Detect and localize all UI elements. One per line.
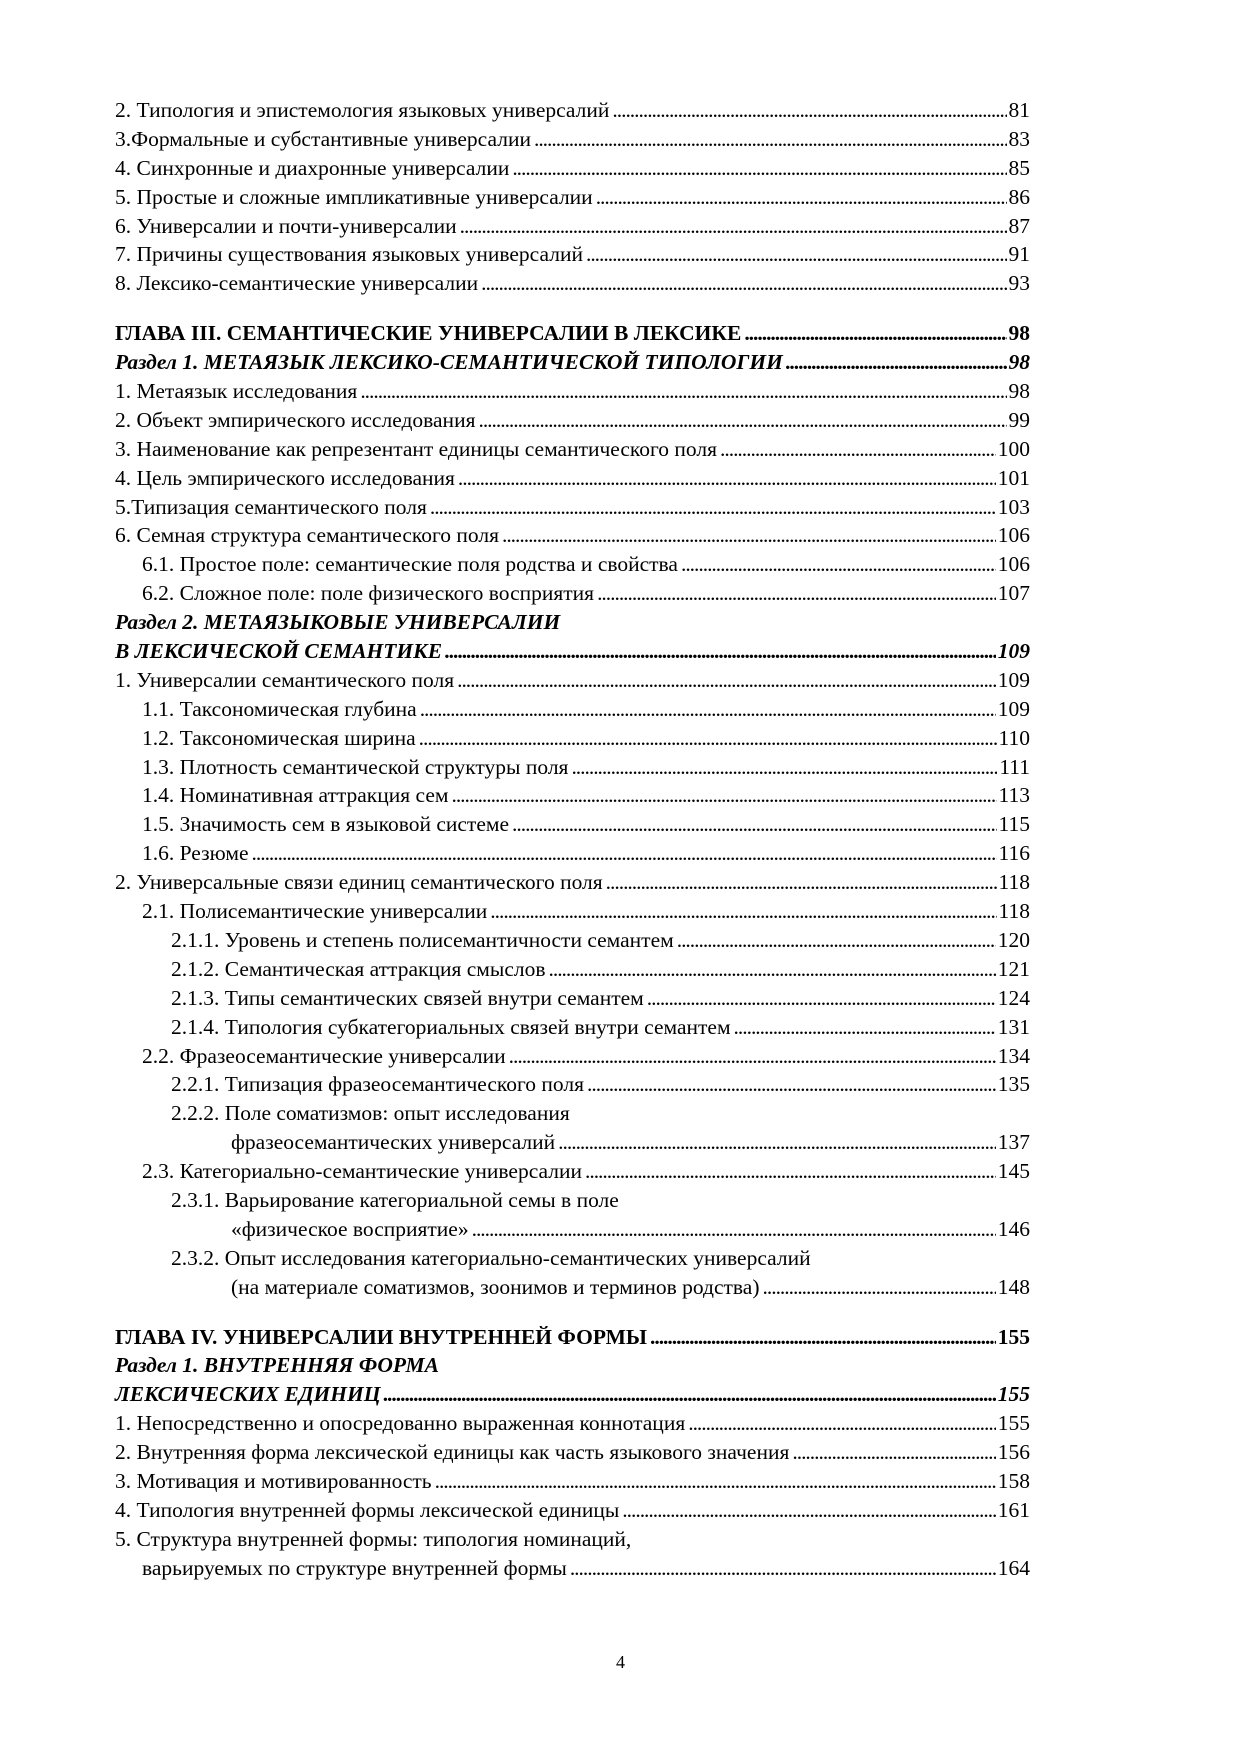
toc-entry-title: 2. Типология и эпистемология языковых универсалий [115,98,610,122]
toc-entry-page: 120 [997,927,1030,952]
dot-leader [585,1157,996,1186]
dot-leader [647,984,996,1013]
toc-entry-title: Раздел 1. ВНУТРЕННЯЯ ФОРМА [115,1353,439,1378]
toc-entry-page: 121 [997,956,1030,981]
dot-leader [435,1467,996,1496]
toc-entry-title: 6.1. Простое поле: семантические поля родства и свойства [142,552,678,577]
toc-entry-page: 124 [997,985,1030,1010]
toc-entry-title: Раздел 2. МЕТАЯЗЫКОВЫЕ УНИВЕРСАЛИИ [115,610,561,635]
dot-leader [419,724,997,753]
toc-entry-page: 106 [997,552,1030,577]
toc-entry-title: 1.4. Номинативная аттракция сем [142,783,449,808]
dot-leader [481,269,1006,298]
toc-entry [115,377,1030,406]
toc-entry-title: 2.1.2. Семантическая аттракция смыслов [171,956,546,981]
toc-entry-title: 3. Мотивация и мотивированность [115,1468,432,1493]
toc-entry-page: 158 [997,1468,1030,1493]
toc-entry-page: 98 [1008,350,1030,375]
toc-entry [115,608,1030,637]
toc-entry [115,1438,1030,1467]
toc-entry-title: 3.Формальные и субстантивные универсалии [115,126,531,151]
toc-entry-page: 91 [1008,242,1030,267]
toc-entry-page: 107 [997,581,1030,606]
dot-leader [360,377,1006,406]
toc-group-2 [115,319,1030,1301]
toc-entry [115,1409,1030,1438]
toc-entry-page: 156 [997,1440,1030,1465]
toc-entry-title: 2.3.1. Варьирование категориальной семы в поле [171,1187,619,1212]
toc-entry-page: 131 [997,1014,1030,1039]
toc-entry-page: 100 [997,436,1030,461]
dot-leader [509,1042,996,1071]
toc-entry [115,493,1030,522]
toc-entry-page: 110 [998,725,1030,750]
toc-entry-title: Раздел 1. МЕТАЯЗЫК ЛЕКСИКО-СЕМАНТИЧЕСКОЙ ТИПОЛОГИИ [115,350,783,375]
toc-entry-page: 109 [997,696,1030,721]
toc-entry [115,753,1030,782]
toc-entry [115,1380,1030,1409]
toc-entry-page: 145 [997,1159,1030,1184]
toc-entry-page: 106 [997,523,1030,548]
toc-entry-page: 135 [997,1072,1030,1097]
toc-entry-page: 155 [997,1324,1030,1349]
toc-entry-page: 99 [1008,407,1030,432]
toc-entry-page: 87 [1008,213,1030,238]
toc-entry [115,1215,1030,1244]
dot-leader [763,1273,996,1302]
toc-entry-title: 1.1. Таксономическая глубина [142,696,417,721]
toc-entry [115,212,1030,241]
toc-entry-title: 1. Непосредственно и опосредованно выраженная коннотация [115,1411,686,1436]
toc-entry-page: 155 [997,1382,1030,1407]
toc-entry [115,183,1030,212]
dot-leader [622,1496,995,1525]
dot-leader [534,125,1007,154]
toc-entry-title: 2.1. Полисемантические универсалии [142,899,488,924]
dot-leader [430,493,996,522]
toc-entry-title: ГЛАВА IV. УНИВЕРСАЛИИ ВНУТРЕННЕЙ ФОРМЫ [115,1324,647,1349]
dot-leader [457,666,996,695]
toc-entry-page: 109 [997,667,1030,692]
dot-leader [451,781,996,810]
toc-entry-page: 111 [999,754,1030,779]
dot-leader [571,753,997,782]
toc-entry-page: 146 [997,1216,1030,1241]
toc-entry [115,810,1030,839]
toc-entry [115,154,1030,183]
toc-entry [115,96,1030,125]
toc-entry [115,868,1030,897]
dot-leader [490,897,996,926]
toc-entry [115,1351,1030,1380]
dot-leader [786,348,1007,377]
toc-entry-page: 83 [1008,126,1030,151]
toc-entry [115,435,1030,464]
toc-entry [115,1467,1030,1496]
toc-entry [115,1273,1030,1302]
toc-entry-page: 134 [997,1043,1030,1068]
toc-entry-title: 1.2. Таксономическая ширина [142,725,416,750]
toc-entry-title: 1.6. Резюме [142,841,249,866]
dot-leader [549,955,996,984]
toc-entry-title: 1. Универсалии семантического поля [115,667,455,692]
toc-entry [115,1186,1030,1215]
toc-entry-page: 86 [1008,184,1030,209]
toc-entry-title: 6.2. Сложное поле: поле физического восприятия [142,581,595,606]
toc-entry [115,984,1030,1013]
dot-leader [570,1554,996,1583]
dot-leader [587,1070,996,1099]
dot-leader [586,240,1007,269]
toc-entry-title: 2.3. Категориально-семантические универсалии [142,1159,582,1184]
toc-entry [115,521,1030,550]
toc-entry [115,839,1030,868]
dot-leader [612,96,1006,125]
dot-leader [677,926,996,955]
toc-entry-title: 1.5. Значимость сем в языковой системе [142,812,510,837]
toc-entry [115,1070,1030,1099]
toc-entry-title: 7. Причины существования языковых универсалий [115,242,583,267]
toc-entry-page: 116 [998,841,1030,866]
toc-entry-title: 5. Структура внутренней формы: типология номинаций, [115,1526,632,1551]
toc-entry [115,637,1030,666]
toc-entry-page: 98 [1008,321,1030,346]
dot-leader [681,550,996,579]
toc-entry-title: 6. Универсалии и почти-универсалии [115,213,457,238]
toc-entry-title: 4. Типология внутренней формы лексической единицы [115,1497,620,1522]
toc-entry [115,926,1030,955]
toc-entry [115,695,1030,724]
toc-entry-page: 93 [1008,271,1030,296]
toc-entry-page: 81 [1008,98,1030,122]
toc-entry [115,724,1030,753]
toc-entry-title: 6. Семная структура семантического поля [115,523,499,548]
toc-entry-title: 1.3. Плотность семантической структуры поля [142,754,569,779]
toc-entry-page: 161 [997,1497,1030,1522]
dot-leader [688,1409,996,1438]
toc-entry [115,406,1030,435]
toc-entry [115,1099,1030,1128]
toc-entry-title: 4. Цель эмпирического исследования [115,465,455,490]
toc-entry-title: 2.1.1. Уровень и степень полисемантичности семантем [171,927,674,952]
toc-entry [115,550,1030,579]
toc-entry [115,955,1030,984]
section-gap [115,298,1030,319]
toc-entry-title: 8. Лексико-семантические универсалии [115,271,479,296]
toc-entry-title: 2.2. Фразеосемантические универсалии [142,1043,506,1068]
toc-entry-page: 101 [997,465,1030,490]
dot-leader [606,868,997,897]
toc-entry [115,1323,1030,1352]
dot-leader [502,521,996,550]
toc-entry [115,240,1030,269]
toc-entry-title: 2.2.2. Поле соматизмов: опыт исследования [171,1101,570,1126]
dot-leader [650,1323,996,1352]
page-number: 4 [616,1652,625,1672]
dot-leader [596,183,1007,212]
toc-entry [115,1157,1030,1186]
toc-entry-title: 3. Наименование как репрезентант единицы семантического поля [115,436,718,461]
toc-entry [115,1496,1030,1525]
dot-leader [445,637,996,666]
toc-entry [115,1525,1030,1554]
toc-entry-title: 1. Метаязык исследования [115,379,358,404]
toc-entry [115,464,1030,493]
dot-leader [720,435,996,464]
toc-entry [115,269,1030,298]
dot-leader [792,1438,995,1467]
toc-entry-title: 2.2.1. Типизация фразеосемантического поля [171,1072,585,1097]
toc-entry [115,125,1030,154]
dot-leader [734,1013,996,1042]
dot-leader [478,406,1006,435]
toc-entry-title: ЛЕКСИЧЕСКИХ ЕДИНИЦ [115,1382,381,1407]
dot-leader [558,1128,996,1157]
dot-leader [512,810,997,839]
toc-entry-title: 2.3.2. Опыт исследования категориально-семантических универсалий [171,1245,811,1270]
toc-entry-title: варьируемых по структуре внутренней формы [142,1555,567,1580]
dot-leader [744,319,1006,348]
toc-entry-page: 109 [997,639,1030,664]
table-of-contents [115,96,1030,1583]
toc-entry [115,1128,1030,1157]
toc-entry-page: 115 [998,812,1030,837]
toc-entry [115,579,1030,608]
dot-leader [512,154,1006,183]
toc-entry-page: 118 [998,899,1030,924]
toc-entry [115,666,1030,695]
toc-entry-title: 2. Внутренняя форма лексической единицы как часть языкового значения [115,1440,790,1465]
toc-entry-title: (на материале соматизмов, зоонимов и терминов родства) [231,1274,760,1299]
dot-leader [252,839,997,868]
toc-entry-title: ГЛАВА III. СЕМАНТИЧЕСКИЕ УНИВЕРСАЛИИ В ЛЕКСИКЕ [115,321,742,346]
toc-entry [115,1554,1030,1583]
toc-entry [115,319,1030,348]
toc-entry [115,1013,1030,1042]
dot-leader [383,1380,995,1409]
toc-entry-page: 137 [997,1130,1030,1155]
toc-entry [115,1042,1030,1071]
section-gap [115,1302,1030,1323]
dot-leader [458,464,996,493]
toc-entry-title: фразеосемантических универсалий [231,1130,556,1155]
toc-group-3 [115,1323,1030,1583]
toc-entry-page: 98 [1008,379,1030,404]
toc-entry-title: 4. Синхронные и диахронные универсалии [115,155,510,180]
toc-entry-title: 2.1.3. Типы семантических связей внутри семантем [171,985,644,1010]
toc-entry-page: 113 [998,783,1030,808]
toc-entry-title: 5.Типизация семантического поля [115,494,427,519]
toc-entry-page: 103 [997,494,1030,519]
toc-entry [115,348,1030,377]
toc-entry-page: 118 [998,870,1030,895]
toc-entry [115,897,1030,926]
toc-entry-page: 155 [997,1411,1030,1436]
dot-leader [460,212,1007,241]
dot-leader [472,1215,996,1244]
dot-leader [420,695,996,724]
toc-entry-page: 164 [997,1555,1030,1580]
toc-entry-title: В ЛЕКСИЧЕСКОЙ СЕМАНТИКЕ [115,639,443,664]
toc-entry [115,1244,1030,1273]
toc-entry-title: 2. Объект эмпирического исследования [115,407,476,432]
toc-entry-title: 2. Универсальные связи единиц семантического поля [115,870,603,895]
toc-entry-title: 5. Простые и сложные импликативные универсалии [115,184,593,209]
toc-entry-page: 148 [997,1274,1030,1299]
toc-entry-title: 2.1.4. Типология субкатегориальных связей внутри семантем [171,1014,731,1039]
toc-entry [115,781,1030,810]
toc-entry-page: 85 [1008,155,1030,180]
toc-entry-title: «физическое восприятие» [231,1216,469,1241]
toc-group-1 [115,96,1030,298]
dot-leader [597,579,996,608]
